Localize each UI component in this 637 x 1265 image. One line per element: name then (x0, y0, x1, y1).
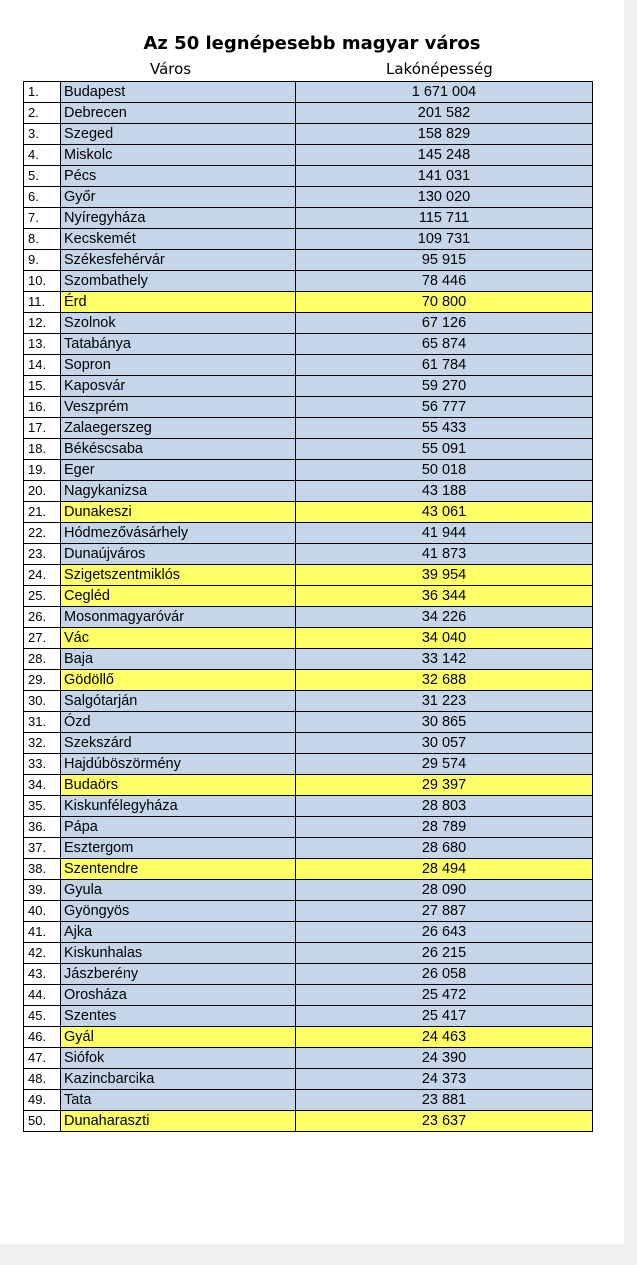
table-row (24, 985, 593, 1006)
rank-cell: 13. (24, 334, 61, 355)
table-row (24, 649, 593, 670)
city-name-cell: Gyula (61, 880, 296, 901)
table-row (24, 271, 593, 292)
table-row (24, 586, 593, 607)
table-row (24, 859, 593, 880)
population-cell: 34 226 (296, 607, 593, 628)
table-row (24, 418, 593, 439)
city-name-cell: Miskolc (61, 145, 296, 166)
table-row (24, 628, 593, 649)
city-name-cell: Kiskunfélegyháza (61, 796, 296, 817)
rank-cell: 19. (24, 460, 61, 481)
rank-cell: 11. (24, 292, 61, 313)
rank-cell: 35. (24, 796, 61, 817)
city-name-cell: Pécs (61, 166, 296, 187)
population-cell: 29 574 (296, 754, 593, 775)
table-row (24, 334, 593, 355)
table-row (24, 712, 593, 733)
table-row (24, 565, 593, 586)
city-name-cell: Szolnok (61, 313, 296, 334)
rank-cell: 34. (24, 775, 61, 796)
city-name-cell: Gyál (61, 1027, 296, 1048)
table-row (24, 376, 593, 397)
rank-cell: 39. (24, 880, 61, 901)
table-row (24, 838, 593, 859)
city-name-cell: Zalaegerszeg (61, 418, 296, 439)
city-name-cell: Szentendre (61, 859, 296, 880)
rank-cell: 40. (24, 901, 61, 922)
population-cell: 59 270 (296, 376, 593, 397)
table-row (24, 1090, 593, 1111)
city-name-cell: Gödöllő (61, 670, 296, 691)
city-name-cell: Szombathely (61, 271, 296, 292)
table-row (24, 502, 593, 523)
rank-cell: 3. (24, 124, 61, 145)
table-row (24, 523, 593, 544)
rank-cell: 29. (24, 670, 61, 691)
city-name-cell: Tata (61, 1090, 296, 1111)
rank-cell: 27. (24, 628, 61, 649)
table-row (24, 775, 593, 796)
city-name-cell: Esztergom (61, 838, 296, 859)
table-row (24, 817, 593, 838)
city-name-cell: Nagykanizsa (61, 481, 296, 502)
city-name-cell: Tatabánya (61, 334, 296, 355)
table-body (24, 82, 593, 1132)
city-population-table (23, 81, 593, 1132)
city-name-cell: Ajka (61, 922, 296, 943)
population-cell: 141 031 (296, 166, 593, 187)
city-name-cell: Kaposvár (61, 376, 296, 397)
population-cell: 31 223 (296, 691, 593, 712)
city-name-cell: Békéscsaba (61, 439, 296, 460)
rank-cell: 43. (24, 964, 61, 985)
city-name-cell: Eger (61, 460, 296, 481)
population-cell: 26 058 (296, 964, 593, 985)
city-name-cell: Cegléd (61, 586, 296, 607)
population-cell: 28 789 (296, 817, 593, 838)
population-cell: 23 881 (296, 1090, 593, 1111)
table-row (24, 796, 593, 817)
rank-cell: 14. (24, 355, 61, 376)
rank-cell: 31. (24, 712, 61, 733)
table-row (24, 166, 593, 187)
table-row (24, 292, 593, 313)
city-name-cell: Székesfehérvár (61, 250, 296, 271)
population-cell: 25 417 (296, 1006, 593, 1027)
rank-cell: 24. (24, 565, 61, 586)
table-row (24, 544, 593, 565)
table-row (24, 103, 593, 124)
population-cell: 115 711 (296, 208, 593, 229)
rank-cell: 30. (24, 691, 61, 712)
city-name-cell: Siófok (61, 1048, 296, 1069)
rank-cell: 50. (24, 1111, 61, 1132)
table-row (24, 943, 593, 964)
population-cell: 33 142 (296, 649, 593, 670)
population-cell: 56 777 (296, 397, 593, 418)
population-cell: 29 397 (296, 775, 593, 796)
table-row (24, 355, 593, 376)
rank-cell: 7. (24, 208, 61, 229)
population-cell: 28 090 (296, 880, 593, 901)
table-row (24, 1111, 593, 1132)
rank-cell: 17. (24, 418, 61, 439)
population-cell: 24 373 (296, 1069, 593, 1090)
column-header-population: Lakónépesség (386, 60, 493, 78)
population-cell: 55 433 (296, 418, 593, 439)
rank-cell: 12. (24, 313, 61, 334)
rank-cell: 8. (24, 229, 61, 250)
rank-cell: 26. (24, 607, 61, 628)
table-row (24, 439, 593, 460)
city-name-cell: Orosháza (61, 985, 296, 1006)
rank-cell: 49. (24, 1090, 61, 1111)
city-name-cell: Dunaújváros (61, 544, 296, 565)
city-name-cell: Gyöngyös (61, 901, 296, 922)
population-cell: 41 873 (296, 544, 593, 565)
table-row (24, 229, 593, 250)
table-row (24, 901, 593, 922)
city-name-cell: Szentes (61, 1006, 296, 1027)
population-cell: 36 344 (296, 586, 593, 607)
city-name-cell: Győr (61, 187, 296, 208)
city-name-cell: Mosonmagyaróvár (61, 607, 296, 628)
rank-cell: 4. (24, 145, 61, 166)
table-row (24, 922, 593, 943)
city-name-cell: Debrecen (61, 103, 296, 124)
population-cell: 32 688 (296, 670, 593, 691)
rank-cell: 5. (24, 166, 61, 187)
city-name-cell: Budapest (61, 82, 296, 103)
rank-cell: 33. (24, 754, 61, 775)
city-name-cell: Baja (61, 649, 296, 670)
table-row (24, 607, 593, 628)
city-name-cell: Szigetszentmiklós (61, 565, 296, 586)
population-cell: 30 057 (296, 733, 593, 754)
population-cell: 109 731 (296, 229, 593, 250)
population-cell: 41 944 (296, 523, 593, 544)
rank-cell: 1. (24, 82, 61, 103)
population-cell: 26 643 (296, 922, 593, 943)
table-row (24, 691, 593, 712)
city-name-cell: Szeged (61, 124, 296, 145)
table-row (24, 481, 593, 502)
table-row (24, 250, 593, 271)
population-cell: 26 215 (296, 943, 593, 964)
rank-cell: 15. (24, 376, 61, 397)
rank-cell: 6. (24, 187, 61, 208)
city-name-cell: Vác (61, 628, 296, 649)
rank-cell: 32. (24, 733, 61, 754)
population-cell: 130 020 (296, 187, 593, 208)
city-name-cell: Veszprém (61, 397, 296, 418)
population-cell: 28 680 (296, 838, 593, 859)
city-name-cell: Sopron (61, 355, 296, 376)
population-cell: 39 954 (296, 565, 593, 586)
table-row (24, 1069, 593, 1090)
city-name-cell: Nyíregyháza (61, 208, 296, 229)
rank-cell: 38. (24, 859, 61, 880)
column-header-city: Város (150, 60, 192, 78)
city-name-cell: Szekszárd (61, 733, 296, 754)
city-name-cell: Dunaharaszti (61, 1111, 296, 1132)
population-cell: 43 188 (296, 481, 593, 502)
population-cell: 55 091 (296, 439, 593, 460)
rank-cell: 41. (24, 922, 61, 943)
population-cell: 145 248 (296, 145, 593, 166)
table-row (24, 880, 593, 901)
page-title: Az 50 legnépesebb magyar város (143, 33, 481, 54)
population-cell: 95 915 (296, 250, 593, 271)
population-cell: 30 865 (296, 712, 593, 733)
population-cell: 50 018 (296, 460, 593, 481)
rank-cell: 47. (24, 1048, 61, 1069)
table-row (24, 1027, 593, 1048)
population-cell: 34 040 (296, 628, 593, 649)
rank-cell: 45. (24, 1006, 61, 1027)
population-cell: 28 803 (296, 796, 593, 817)
population-cell: 61 784 (296, 355, 593, 376)
table-row (24, 733, 593, 754)
population-cell: 25 472 (296, 985, 593, 1006)
rank-cell: 20. (24, 481, 61, 502)
rank-cell: 36. (24, 817, 61, 838)
city-name-cell: Dunakeszi (61, 502, 296, 523)
city-name-cell: Ózd (61, 712, 296, 733)
city-name-cell: Érd (61, 292, 296, 313)
rank-cell: 28. (24, 649, 61, 670)
table-row (24, 460, 593, 481)
rank-cell: 23. (24, 544, 61, 565)
rank-cell: 10. (24, 271, 61, 292)
rank-cell: 18. (24, 439, 61, 460)
rank-cell: 25. (24, 586, 61, 607)
population-cell: 65 874 (296, 334, 593, 355)
table-row (24, 208, 593, 229)
table-row (24, 187, 593, 208)
population-cell: 70 800 (296, 292, 593, 313)
rank-cell: 46. (24, 1027, 61, 1048)
population-cell: 67 126 (296, 313, 593, 334)
city-name-cell: Hódmezővásárhely (61, 523, 296, 544)
city-name-cell: Kazincbarcika (61, 1069, 296, 1090)
table-row (24, 313, 593, 334)
city-name-cell: Salgótarján (61, 691, 296, 712)
population-cell: 24 390 (296, 1048, 593, 1069)
rank-cell: 21. (24, 502, 61, 523)
population-cell: 43 061 (296, 502, 593, 523)
table-row (24, 145, 593, 166)
city-name-cell: Kecskemét (61, 229, 296, 250)
rank-cell: 44. (24, 985, 61, 1006)
table-row (24, 670, 593, 691)
city-name-cell: Budaörs (61, 775, 296, 796)
city-name-cell: Kiskunhalas (61, 943, 296, 964)
population-cell: 27 887 (296, 901, 593, 922)
table-row (24, 82, 593, 103)
rank-cell: 22. (24, 523, 61, 544)
population-cell: 28 494 (296, 859, 593, 880)
city-name-cell: Pápa (61, 817, 296, 838)
city-name-cell: Jászberény (61, 964, 296, 985)
rank-cell: 9. (24, 250, 61, 271)
population-cell: 24 463 (296, 1027, 593, 1048)
table-row (24, 964, 593, 985)
rank-cell: 37. (24, 838, 61, 859)
rank-cell: 42. (24, 943, 61, 964)
population-cell: 1 671 004 (296, 82, 593, 103)
population-cell: 23 637 (296, 1111, 593, 1132)
city-name-cell: Hajdúböszörmény (61, 754, 296, 775)
table-row (24, 397, 593, 418)
table-row (24, 754, 593, 775)
rank-cell: 2. (24, 103, 61, 124)
population-cell: 158 829 (296, 124, 593, 145)
rank-cell: 48. (24, 1069, 61, 1090)
population-cell: 201 582 (296, 103, 593, 124)
table-row (24, 1006, 593, 1027)
rank-cell: 16. (24, 397, 61, 418)
table-row (24, 1048, 593, 1069)
population-cell: 78 446 (296, 271, 593, 292)
table-row (24, 124, 593, 145)
